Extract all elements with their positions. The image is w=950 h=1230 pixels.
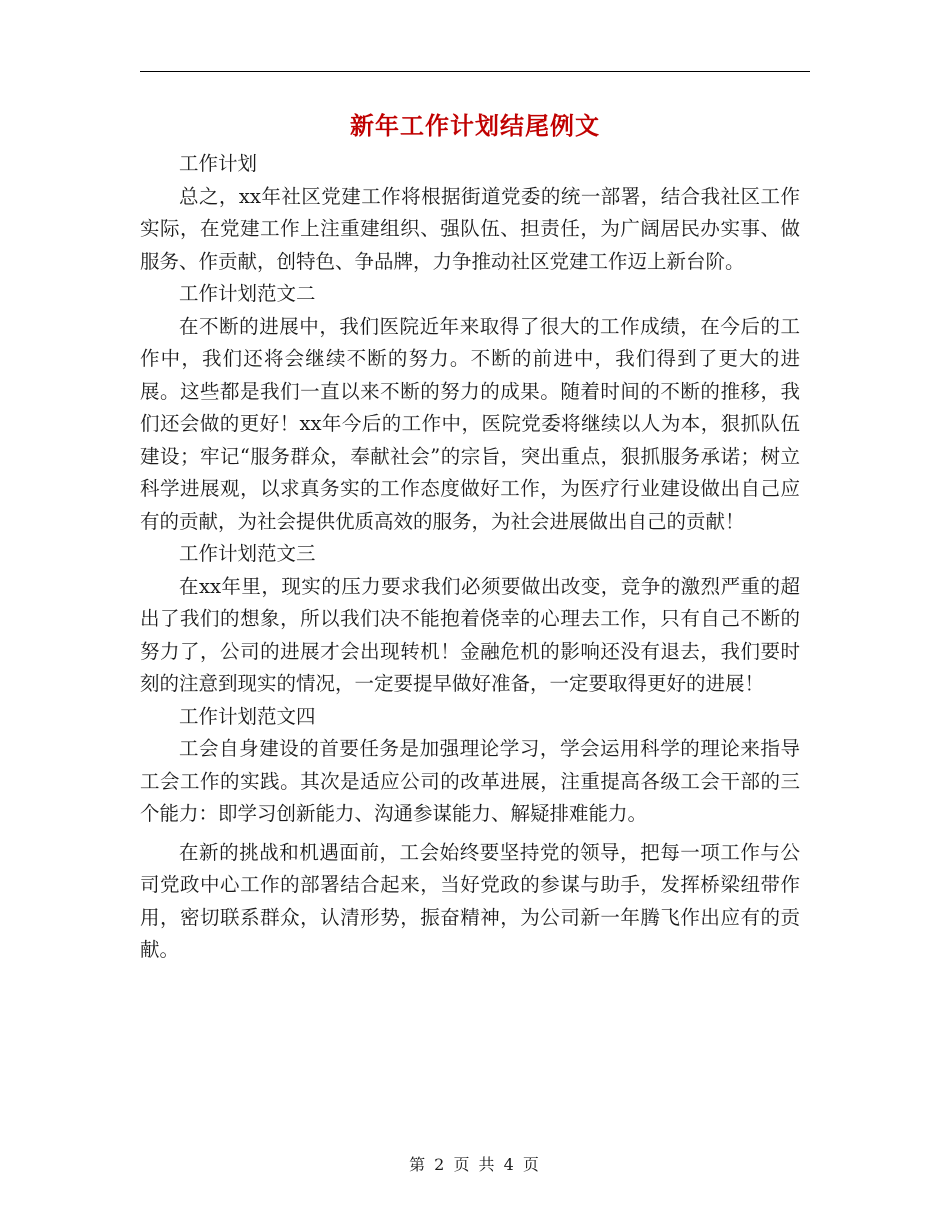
section-heading: 工作计划 <box>179 152 258 175</box>
body-paragraph: 工会自身建设的首要任务是加强理论学习，学会运用科学的理论来指导工会工作的实践。其次是适应公司的改革进展，注重提高各级工会干部的三个能力：即学习创新能力、沟通参谋能力、解疑排难能力。 <box>140 737 800 825</box>
document-title: 新年工作计划结尾例文 <box>350 111 600 140</box>
body-paragraph: 在xx年里，现实的压力要求我们必须要做出改变，竞争的激烈严重的超出了我们的想象，所以我们决不能抱着侥幸的心理去工作，只有自己不断的努力了，公司的进展才会出现转机！金融危机的影响还没有退去，我们要时刻的注意到现实的情况，一定要提早做好准备，一定要取得更好的进展！ <box>140 574 800 695</box>
body-paragraph: 在不断的进展中，我们医院近年来取得了很大的工作成绩，在今后的工作中，我们还将会继续不断的努力。不断的前进中，我们得到了更大的进展。这些都是我们一直以来不断的努力的成果。随着时间的不断的推移，我们还会做的更好！xx年今后的工作中，医院党委将继续以人为本，狠抓队伍建设；牢记“服务群众，奉献社会”的宗旨，突出重点，狠抓服务承诺；树立科学进展观，以求真务实的工作态度做好工作，为医疗行业建设做出自己应有的贡献，为社会提供优质高效的服务，为社会进展做出自己的贡献！ <box>140 314 800 533</box>
section-heading: 工作计划范文二 <box>179 282 316 305</box>
header-rule <box>140 71 810 72</box>
body-paragraph: 在新的挑战和机遇面前，工会始终要坚持党的领导，把每一项工作与公司党政中心工作的部署结合起来，当好党政的参谋与助手，发挥桥梁纽带作用，密切联系群众，认清形势，振奋精神，为公司新一年腾飞作出应有的贡献。 <box>140 840 800 961</box>
body-paragraph: 总之，xx年社区党建工作将根据街道党委的统一部署，结合我社区工作实际，在党建工作上注重建组织、强队伍、担责任，为广阔居民办实事、做服务、作贡献，创特色、争品牌，力争推动社区党建工作迈上新台阶。 <box>140 184 800 273</box>
page-number: 第 2 页 共 4 页 <box>409 1155 541 1174</box>
section-heading: 工作计划范文三 <box>179 542 316 565</box>
document-body <box>140 148 800 967</box>
section-heading: 工作计划范文四 <box>179 704 316 728</box>
